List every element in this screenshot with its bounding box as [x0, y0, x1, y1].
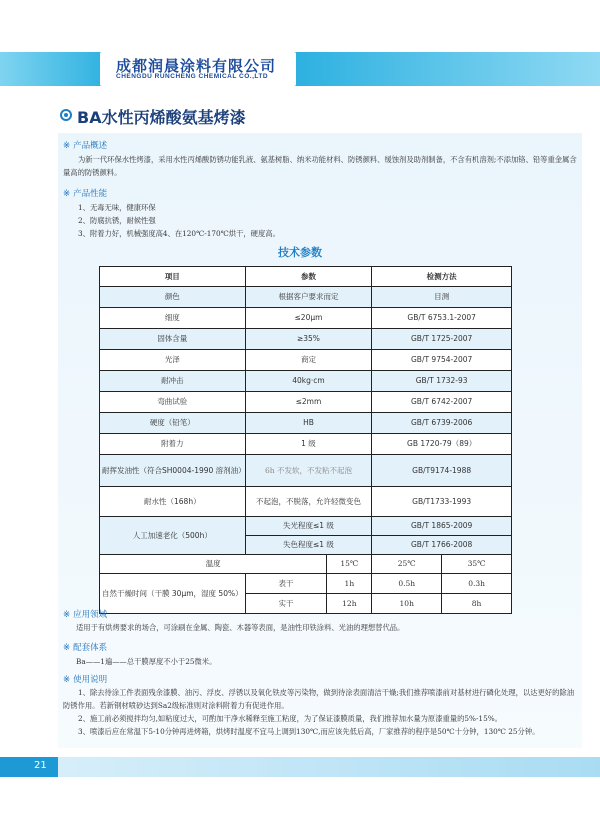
company-name-en: CHENGDU RUNCHENG CHEMICAL CO.,LTD: [116, 73, 269, 80]
header-band-right: [290, 52, 600, 86]
page-header: [0, 0, 600, 90]
list-item: 1、无毒无味，健康环保: [78, 203, 156, 212]
drying-temp-label: 温度: [100, 555, 327, 574]
performance-heading: ※ 产品性能: [63, 189, 108, 199]
tech-params-title: 技术参数: [278, 246, 322, 259]
page-number: 21: [34, 760, 47, 771]
table-row: 细度 ≤20μm GB/T 6753.1-2007: [100, 308, 512, 329]
table-row: 光泽 商定 GB/T 9754-2007: [100, 350, 512, 371]
section-mark-icon: ※: [63, 675, 71, 685]
footer-band-right: [58, 757, 600, 777]
table-row: 弯曲试验 ≤2mm GB/T 6742-2007: [100, 392, 512, 413]
header-method: 检测方法: [372, 267, 512, 287]
usage-text: [63, 686, 578, 738]
table-row: 固体含量 ≥35% GB/T 1725-2007: [100, 329, 512, 350]
list-item: 2、防腐抗锈，耐候性强: [78, 216, 156, 225]
table-row: 附着力 1 级 GB 1720-79（89）: [100, 434, 512, 455]
bullet-circle-icon: [60, 109, 72, 121]
system-heading: ※ 配套体系: [63, 643, 108, 653]
table-row: 实干 12h 10h 8h: [100, 594, 512, 614]
performance-list: [78, 201, 593, 240]
overview-text: 为新一代环保水性烤漆，采用水性丙烯酸防锈功能乳液、氨基树脂、纳米功能材料、防锈颜料、缓蚀剂及助剂制备，不含有机溶剂;不添加铬、铅等重金属含量高的防锈颜料。: [63, 155, 577, 177]
product-title: BA水性丙烯酸氨基烤漆: [77, 108, 246, 127]
usage-paragraph: 3、喷漆后应在常温下5-10分钟再进烤箱，烘烤时温度不宜马上调到130℃,而应该先低后高，厂家推荐的程序是50℃十分钟，130℃ 25分钟。: [78, 727, 540, 736]
aging-item: 人工加速老化（500h）: [100, 517, 246, 555]
table-row: 温度 15℃ 25℃ 35℃: [100, 555, 512, 574]
company-name-cn: 成都润晨涂料有限公司: [116, 57, 277, 75]
section-mark-icon: ※: [63, 141, 71, 151]
table-row: 硬度（铅笔） HB GB/T 6739-2006: [100, 413, 512, 434]
table-row: 自然干燥时间（干膜 30μm，湿度 50%） 表干 1h 0.5h 0.3h: [100, 574, 512, 594]
tech-params-table: [99, 266, 512, 614]
section-mark-icon: ※: [63, 610, 71, 620]
usage-paragraph: 1、除去待涂工件表面残余漆膜、油污、浮皮、浮锈以及氧化铁皮等污染物，做到待涂表面清洁干燥;我们推荐喷漆前对基材进行磷化处理，以达更好的除油防锈作用。若新钢材喷砂达到Sa2级标准则对涂料附着力有促进作用。: [63, 688, 574, 710]
overview-heading: ※ 产品概述: [63, 141, 108, 151]
header-item: 项目: [100, 267, 246, 287]
header-param: 参数: [245, 267, 372, 287]
system-text: Ba——1遍——总干膜厚度不小于25微米。: [76, 657, 217, 666]
section-mark-icon: ※: [63, 189, 71, 199]
header-band-left: [0, 52, 110, 86]
usage-paragraph: 2、施工前必须搅拌均匀,如粘度过大，可酌加干净水稀释至施工粘度，为了保证漆膜质量，我们推荐加水量为原漆重量的5%-15%。: [78, 714, 502, 723]
drying-item: 自然干燥时间（干膜 30μm，湿度 50%）: [100, 574, 246, 614]
application-heading: ※ 应用领域: [63, 610, 108, 620]
table-row: 颜色 根据客户要求而定 目测: [100, 287, 512, 308]
footer-band-left: [0, 757, 58, 777]
list-item: 3、附着力好，机械强度高4、在120℃-170℃烘干，硬度高。: [78, 229, 280, 238]
table-header-row: [100, 267, 512, 287]
section-mark-icon: ※: [63, 643, 71, 653]
table-row: 人工加速老化（500h） 失光程度≤1 级 GB/T 1865-2009: [100, 517, 512, 536]
table-row: 耐水性（168h） 不起泡，不脱落，允许轻微变色 GB/T1733-1993: [100, 487, 512, 517]
application-text: 适用于有烘烤要求的场合，可涂刷在金属、陶瓷、木器等表面，是油性印铁涂料、光油的理想替代品。: [76, 623, 405, 632]
usage-heading: ※ 使用说明: [63, 675, 108, 685]
table-row: 耐冲击 40kg·cm GB/T 1732-93: [100, 371, 512, 392]
table-row: 失色程度≤1 级 GB/T 1766-2008: [100, 536, 512, 555]
table-row: 耐挥发油性（符合SH0004-1990 溶剂油） 6h 不发软，不发粘不起泡 GB/T9174-1988: [100, 455, 512, 487]
